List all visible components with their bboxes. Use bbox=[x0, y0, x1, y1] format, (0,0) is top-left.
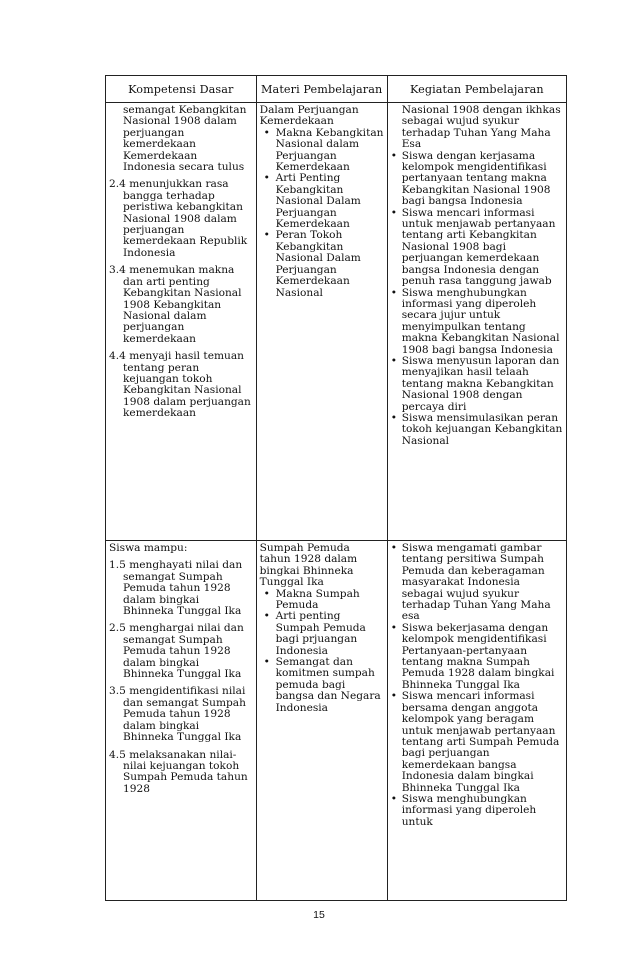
bullet-icon: • bbox=[263, 229, 270, 242]
bullet-icon: • bbox=[390, 690, 397, 703]
list-item: • Siswa mengamati gambar tentang persitiwa Sumpah Pemuda dan keberagaman masyarakat Indonesia sebagai wujud syukur terhadap Tuhan Yang Maha esa bbox=[390, 542, 551, 623]
bullet-icon: • bbox=[390, 542, 397, 554]
table-row bbox=[106, 103, 567, 541]
header-kompetensi-dasar: Kompetensi Dasar bbox=[106, 76, 257, 103]
kompetensi-continuation: semangat Kebangkitan Nasional 1908 dalam perjuangan kemerdekaan Kemerdekaan Indonesia secara tulus bbox=[123, 104, 247, 174]
materi-list bbox=[260, 128, 384, 299]
bullet-icon: • bbox=[390, 286, 397, 299]
kompetensi-item: 1.5 menghayati nilai dan semangat Sumpah Pemuda tahun 1928 dalam bingkai Bhinneka Tunggal Ika bbox=[109, 559, 243, 618]
materi-cell bbox=[256, 103, 387, 541]
list-item: • Siswa mencari informasi untuk menjawab pertanyaan tentang arti Kebangkitan Nasional 1908 bagi perjuangan kemerdekaan bangsa Indonesia dengan penuh rasa tanggung jawab bbox=[390, 206, 556, 288]
list-item: • Arti Penting Kebangkitan Nasional Dalam Perjuangan Kemerdekaan bbox=[263, 172, 361, 231]
kegiatan-cell bbox=[387, 541, 566, 901]
kompetensi-item: 2.4 menunjukkan rasa bangga terhadap peristiwa kebangkitan Nasional 1908 dalam perjuangan kemerdekaan Republik Indonesia bbox=[109, 178, 248, 259]
bullet-icon: • bbox=[263, 656, 270, 669]
kegiatan-lead: Nasional 1908 dengan ikhkas sebagai wujud syukur terhadap Tuhan Yang Maha Esa bbox=[401, 104, 561, 151]
page-number: 15 bbox=[313, 909, 325, 921]
bullet-icon: • bbox=[390, 149, 397, 162]
bullet-icon: • bbox=[263, 610, 270, 623]
list-item: • Siswa bekerjasama dengan kelompok mengidentifikasi Pertanyaan-pertanyaan tentang makna Sumpah Pemuda 1928 dalam bingkai Bhinneka Tunggal Ika bbox=[390, 621, 555, 691]
kegiatan-list bbox=[391, 151, 563, 448]
table-header-row bbox=[106, 76, 567, 103]
kompetensi-cell bbox=[106, 103, 257, 541]
bullet-icon: • bbox=[263, 172, 270, 185]
bullet-icon: • bbox=[390, 621, 397, 634]
kompetensi-item: 4.5 melaksanakan nilai-nilai kejuangan tokoh Sumpah Pemuda tahun 1928 bbox=[109, 748, 248, 795]
list-item: • Siswa mencari informasi bersama dengan anggota kelompok yang beragam untuk menjawab pertanyaan tentang arti Sumpah Pemuda bagi perjuangan kemerdekaan bangsa Indonesia dalam bingkai Bhinneka Tunggal Ika bbox=[390, 690, 560, 794]
materi-list bbox=[260, 589, 384, 714]
list-item: • Arti penting Sumpah Pemuda bagi prjuangan Indonesia bbox=[263, 610, 366, 657]
table-row bbox=[106, 541, 567, 901]
kompetensi-lead: Siswa mampu: bbox=[109, 542, 188, 554]
kompetensi-item: 3.5 mengidentifikasi nilai dan semangat Sumpah Pemuda tahun 1928 dalam bingkai Bhinneka Tunggal Ika bbox=[109, 685, 246, 744]
list-item: • Siswa menyusun laporan dan menyajikan hasil telaah tentang makna Kebangkitan Nasional 1908 dengan percaya diri bbox=[390, 354, 560, 413]
kompetensi-item: 3.4 menemukan makna dan arti penting Kebangkitan Nasional 1908 Kebangkitan Nasional dalam perjuangan kemerdekaan bbox=[109, 264, 242, 345]
header-materi-pembelajaran: Materi Pembelajaran bbox=[256, 76, 387, 103]
list-item: • Makna Kebangkitan Nasional dalam Perjuangan Kemerdekaan bbox=[263, 126, 384, 174]
materi-lead: Dalam Perjuangan Kemerdekaan bbox=[259, 104, 359, 128]
list-item: • Siswa menghubungkan informasi yang diperoleh untuk bbox=[390, 792, 537, 828]
kompetensi-item: 2.5 menghargai nilai dan semangat Sumpah Pemuda tahun 1928 dalam bingkai Bhinneka Tunggal Ika bbox=[109, 622, 244, 681]
bullet-icon: • bbox=[390, 354, 397, 367]
bullet-icon: • bbox=[390, 411, 397, 424]
list-item: • Siswa menghubungkan informasi yang diperoleh secara jujur untuk menyimpulkan tentang makna Kebangkitan Nasional 1908 bagi bangsa Indonesia bbox=[390, 286, 560, 356]
list-item: • Semangat dan komitmen sumpah pemuda bagi bangsa dan Negara Indonesia bbox=[263, 656, 381, 714]
materi-cell bbox=[256, 541, 387, 901]
bullet-icon: • bbox=[263, 587, 270, 600]
list-item: • Makna Sumpah Pemuda bbox=[263, 587, 360, 612]
materi-lead: Sumpah Pemuda tahun 1928 dalam bingkai Bhinneka Tunggal Ika bbox=[259, 542, 358, 589]
bullet-icon: • bbox=[390, 792, 397, 805]
kegiatan-list bbox=[391, 543, 563, 828]
kompetensi-cell bbox=[106, 541, 257, 901]
list-item: • Siswa mensimulasikan peran tokoh kejuangan Kebangkitan Nasional bbox=[390, 411, 563, 447]
bullet-icon: • bbox=[263, 126, 270, 139]
header-kegiatan-pembelajaran: Kegiatan Pembelajaran bbox=[387, 76, 566, 103]
kompetensi-item: 4.4 menyaji hasil temuan tentang peran kejuangan tokoh Kebangkitan Nasional 1908 dalam perjuangan kemerdekaan bbox=[109, 350, 251, 420]
kegiatan-cell bbox=[387, 103, 566, 541]
list-item: • Peran Tokoh Kebangkitan Nasional Dalam Perjuangan Kemerdekaan Nasional bbox=[263, 229, 361, 299]
list-item: • Siswa dengan kerjasama kelompok mengidentifikasi pertanyaan tentang makna Kebangkitan Nasional 1908 bagi bangsa Indonesia bbox=[390, 149, 551, 208]
curriculum-table bbox=[105, 75, 567, 901]
bullet-icon: • bbox=[390, 206, 397, 219]
